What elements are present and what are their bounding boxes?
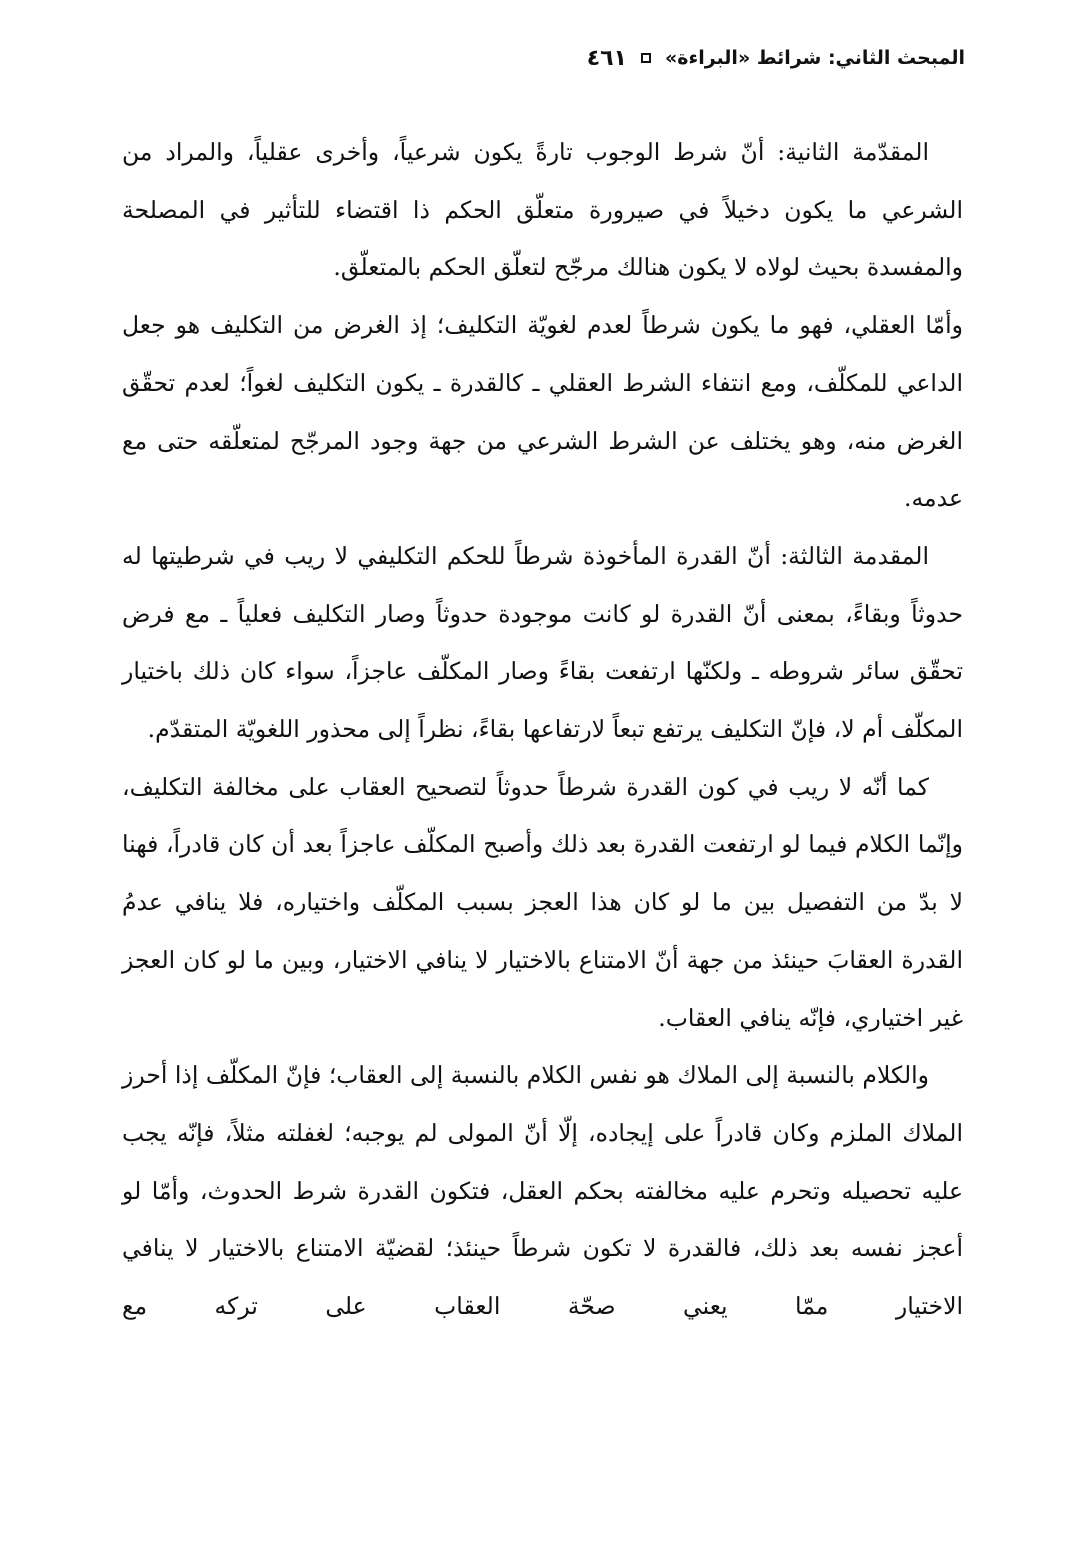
paragraph-second-premise: المقدّمة الثانية: أنّ شرط الوجوب تارةً يكون شرعياً، وأخرى عقلياً، والمراد من الشرعي ما يكون دخيلاً في صيرورة متعلّق الحكم ذا اقتضاء للتأثير في المصلحة والمفسدة بحيث لولاه لا يكون هنالك مرجّح لتعلّق الحكم بالمتعلّق. (122, 138, 963, 282)
page-number: ٤٦١ (586, 45, 627, 71)
chapter-title: المبحث الثاني: شرائط «البراءة» (665, 47, 965, 69)
separator-square-icon (641, 53, 651, 63)
body-text (122, 124, 963, 1336)
paragraph-third-premise: المقدمة الثالثة: أنّ القدرة المأخوذة شرطاً للحكم التكليفي لا ريب في شرطيتها له حدوثاً وبقاءً، بمعنى أنّ القدرة لو كانت موجودة حدوثاً وصار التكليف فعلياً ـ مع فرض تحقّق سائر شروطه ـ ولكنّها ارتفعت بقاءً وصار المكلّف عاجزاً، سواء كان ذلك باختيار المكلّف أم لا، فإنّ التكليف يرتفع تبعاً لارتفاعها بقاءً، نظراً إلى محذور اللغويّة المتقدّم. (122, 541, 963, 744)
paragraph-rational-condition: وأمّا العقلي، فهو ما يكون شرطاً لعدم لغويّة التكليف؛ إذ الغرض من التكليف هو جعل الداعي للمكلّف، ومع انتفاء الشرط العقلي ـ كالقدرة ـ يكون التكليف لغواً؛ لعدم تحقّق الغرض منه، وهو يختلف عن الشرط الشرعي من جهة وجود المرجّح لمتعلّقه حتى مع عدمه. (122, 311, 963, 513)
running-header (120, 40, 965, 76)
paragraph-punishment: كما أنّه لا ريب في كون القدرة شرطاً حدوثاً لتصحيح العقاب على مخالفة التكليف، وإنّما الكلام فيما لو ارتفعت القدرة بعد ذلك وأصبح المكلّف عاجزاً بعد أن كان قادراً، فهنا لا بدّ من التفصيل بين ما لو كان هذا العجز بسبب المكلّف واختياره، فلا ينافي عدمُ القدرة العقابَ حينئذ من جهة أنّ الامتناع بالاختيار لا ينافي الاختيار، وبين ما لو كان العجز غير اختياري، فإنّه ينافي العقاب. (122, 772, 963, 1032)
paragraph-criterion: والكلام بالنسبة إلى الملاك هو نفس الكلام بالنسبة إلى العقاب؛ فإنّ المكلّف إذا أحرز الملاك الملزم وكان قادراً على إيجاده، إلّا أنّ المولى لم يوجبه؛ لغفلته مثلاً، فإنّه يجب عليه تحصيله وتحرم عليه مخالفته بحكم العقل، فتكون القدرة شرط الحدوث، وأمّا لو أعجز نفسه بعد ذلك، فالقدرة لا تكون شرطاً حينئذ؛ لقضيّة الامتناع بالاختيار لا ينافي الاختيار ممّا يعني صحّة العقاب على تركه مع (122, 1061, 963, 1321)
